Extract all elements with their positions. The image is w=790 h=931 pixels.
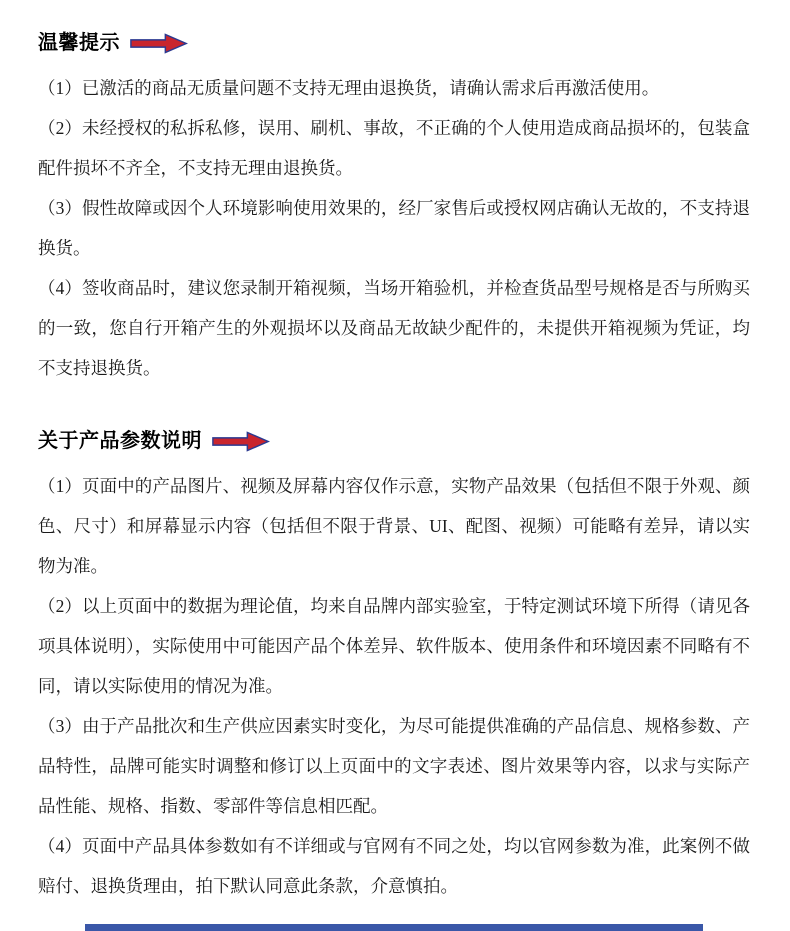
param-item-2: （2）以上页面中的数据为理论值，均来自品牌内部实验室，于特定测试环境下所得（请见各项具体说明），实际使用中可能因产品个体差异、软件版本、使用条件和环境因素不同略有不同，请以实际使用的情况为准。 <box>38 596 750 696</box>
product-params-body <box>38 466 750 906</box>
notice-item-3: （3）假性故障或因个人环境影响使用效果的，经厂家售后或授权网店确认无故的，不支持退换货。 <box>38 198 750 258</box>
red-arrow-icon <box>130 33 188 54</box>
product-params-heading <box>38 428 750 454</box>
warm-tips-body <box>38 68 750 388</box>
warm-tips-heading <box>38 30 750 56</box>
notice-item-2: （2）未经授权的私拆私修，误用、刷机、事故，不正确的个人使用造成商品损坏的，包装盒配件损坏不齐全，不支持无理由退换货。 <box>38 118 750 178</box>
param-item-3: （3）由于产品批次和生产供应因素实时变化，为尽可能提供准确的产品信息、规格参数、产品特性，品牌可能实时调整和修订以上页面中的文字表述、图片效果等内容，以求与实际产品性能、规格、指数、零部件等信息相匹配。 <box>38 716 750 816</box>
notice-item-1: （1）已激活的商品无质量问题不支持无理由退换货，请确认需求后再激活使用。 <box>38 78 660 98</box>
param-item-1: （1）页面中的产品图片、视频及屏幕内容仅作示意，实物产品效果（包括但不限于外观、颜色、尺寸）和屏幕显示内容（包括但不限于背景、UI、配图、视频）可能略有差异，请以实物为准。 <box>38 476 750 576</box>
notice-item-4: （4）签收商品时，建议您录制开箱视频，当场开箱验机，并检查货品型号规格是否与所购买的一致，您自行开箱产生的外观损坏以及商品无故缺少配件的，未提供开箱视频为凭证，均不支持退换货。 <box>38 278 750 378</box>
product-params-title: 关于产品参数说明 <box>38 430 202 452</box>
red-arrow-icon <box>212 431 270 452</box>
section-product-params <box>38 428 750 906</box>
section-warm-tips <box>38 30 750 388</box>
bottom-section-divider-bar <box>85 924 703 931</box>
param-item-4: （4）页面中产品具体参数如有不详细或与官网有不同之处，均以官网参数为准，此案例不做赔付、退换货理由，拍下默认同意此条款，介意慎拍。 <box>38 836 750 896</box>
warm-tips-title: 温馨提示 <box>38 32 120 54</box>
